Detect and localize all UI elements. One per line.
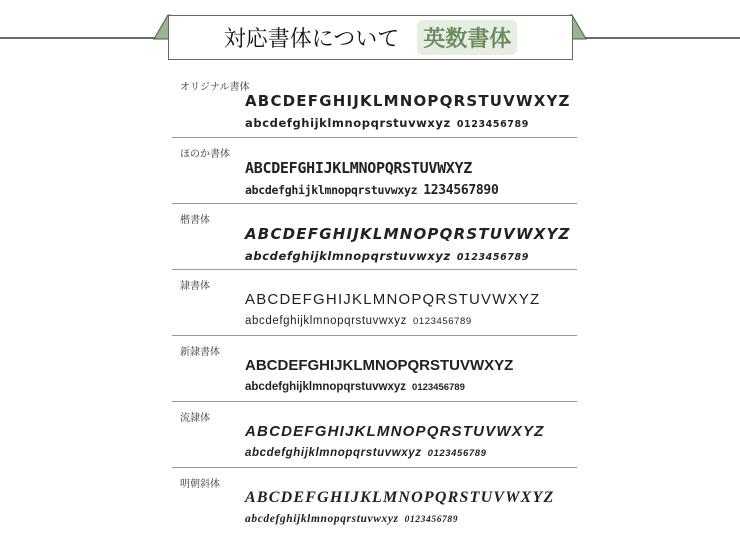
font-sample-mincho-italic: [172, 469, 577, 535]
font-name: 楷書体: [180, 215, 210, 226]
uppercase-sample: ABCDEFGHIJKLMNOPQRSTUVWXYZ: [245, 159, 473, 177]
font-sample-original: [172, 72, 577, 138]
section-title: 対応書体について: [223, 27, 400, 52]
header-rule-right: [582, 37, 740, 39]
uppercase-sample: ABCDEFGHIJKLMNOPQRSTUVWXYZ: [245, 489, 555, 506]
digits-sample: 0123456789: [456, 119, 529, 130]
font-sample-ryureitai: [172, 403, 577, 469]
digits-sample: 0123456789: [427, 448, 487, 459]
lowercase-sample: [245, 381, 465, 393]
uppercase-sample: ABCDEFGHIJKLMNOPQRSTUVWXYZ: [245, 291, 541, 308]
divider: [172, 269, 577, 270]
uppercase-sample: ABCDEFGHIJKLMNOPQRSTUVWXYZ: [245, 357, 514, 374]
lowercase-sample: [245, 315, 472, 327]
lowercase-text: abcdefghijklmnopqrstuvwxyz: [245, 249, 451, 263]
font-name: ほのか書体: [180, 149, 230, 160]
lowercase-sample: [245, 447, 486, 459]
divider: [172, 467, 577, 468]
font-name: 新隷書体: [180, 347, 220, 358]
uppercase-sample: ABCDEFGHIJKLMNOPQRSTUVWXYZ: [245, 423, 545, 440]
font-name: 隷書体: [180, 281, 210, 292]
lowercase-sample: [245, 116, 529, 130]
digits-sample: 1234567890: [423, 183, 499, 198]
font-name: オリジナル書体: [180, 82, 250, 93]
digits-sample: 0123456789: [412, 316, 472, 327]
lowercase-sample: [245, 183, 499, 198]
digits-sample: 0123456789: [456, 252, 529, 263]
lowercase-sample: [245, 249, 529, 263]
divider: [172, 203, 577, 204]
font-sample-kaisho: [172, 205, 577, 271]
divider: [172, 401, 577, 402]
uppercase-sample: ABCDEFGHIJKLMNOPQRSTUVWXYZ: [245, 92, 571, 110]
lowercase-sample: [245, 513, 458, 525]
lowercase-text: abcdefghijklmnopqrstuvwxyz: [245, 315, 407, 327]
uppercase-sample: ABCDEFGHIJKLMNOPQRSTUVWXYZ: [245, 225, 571, 243]
lowercase-text: abcdefghijklmnopqrstuvwxyz: [245, 183, 418, 197]
lowercase-text: abcdefghijklmnopqrstuvwxyz: [245, 381, 407, 393]
font-sample-honoka: [172, 139, 577, 205]
section-banner: [168, 15, 573, 60]
digits-sample: 0123456789: [404, 515, 459, 525]
font-name: 流隷体: [180, 413, 210, 424]
divider: [172, 137, 577, 138]
font-name: 明朝斜体: [180, 479, 220, 490]
digits-sample: 0123456789: [412, 382, 465, 393]
header-rule-left: [0, 37, 160, 39]
divider: [172, 335, 577, 336]
lowercase-text: abcdefghijklmnopqrstuvwxyz: [245, 513, 399, 525]
lowercase-text: abcdefghijklmnopqrstuvwxyz: [245, 447, 422, 459]
section-highlight-badge: 英数書体: [417, 20, 517, 55]
lowercase-text: abcdefghijklmnopqrstuvwxyz: [245, 116, 451, 130]
font-sample-reisho: [172, 271, 577, 337]
font-sample-shin-reisho: [172, 337, 577, 403]
